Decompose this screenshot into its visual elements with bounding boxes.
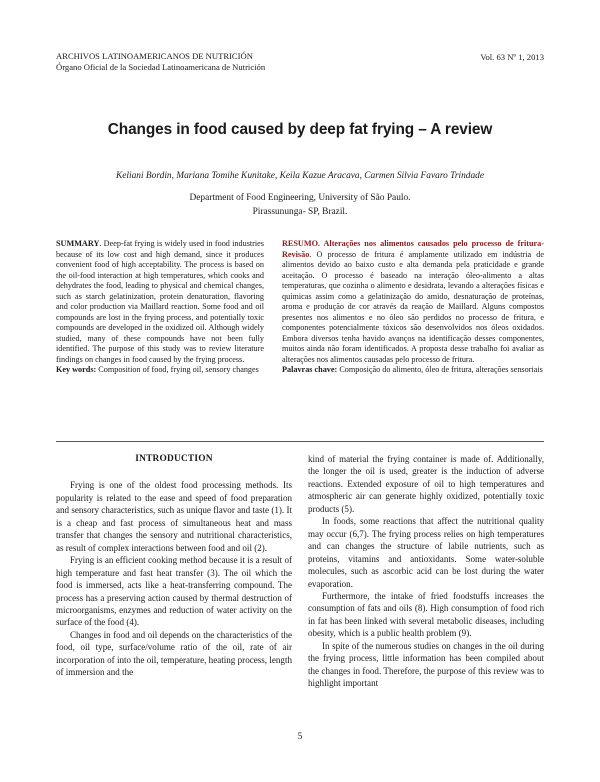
- body-right-column: [308, 453, 544, 690]
- paragraph: In spite of the numerous studies on changes in the oil during the frying process, little information has been compiled about the changes in food. Therefore, the purpose of this review was to highlight important: [308, 640, 544, 689]
- resumo-abstract: [282, 239, 544, 376]
- paragraph: Changes in food and oil depends on the characteristics of the food, oil type, surface/volume ratio of the oil, rate of air incorporation of into the oil, temperature, heating process, length of immersion and the: [56, 629, 292, 678]
- journal-name: ARCHIVOS LATINOAMERICANOS DE NUTRICIÓN: [56, 51, 253, 61]
- introduction-heading: INTRODUCTION: [135, 454, 213, 464]
- summary-text: . Deep-fat frying is widely used in food industries because of its low cost and high demand, since it produces convenient food of high acceptability. The process is based on the oil-food interaction at high temperatures, which cooks and dehydrates the food, leading to physical and chemical changes, such as starch gelatinization, protein denaturation, flavoring and color production via Maillard reaction. Some food and oil compounds are lost in the frying process, and potentially toxic compounds are developed in the oxidized oil. Although widely studied, many of these compounds have not been fully identified. The purpose of this study was to review literature findings on changes in food caused by the frying process.: [56, 239, 264, 364]
- paragraph: kind of material the frying container is made of. Additionally, the longer the oil is used, greater is the induction of adverse reactions. Extended exposure of oil to high temperatures and atmospheric air can generate highly oxidized, potentially toxic products (5).: [308, 454, 544, 514]
- affiliation-line-2: Pirassununga- SP, Brazil.: [252, 207, 348, 217]
- summary-label: SUMMARY: [56, 239, 100, 248]
- summary-abstract: [56, 239, 264, 376]
- keywords-label: Key words:: [56, 365, 97, 374]
- paragraph: In foods, some reactions that affect the nutritional quality may occur (6,7). The frying process relies on high temperatures and can changes the structure of labile nutrients, such as proteins, vitamins and antioxidants. Some water-soluble molecules, such as ascorbic acid can be lost during the water evaporation.: [308, 516, 544, 589]
- paragraph: Frying is an efficient cooking method because it is a result of high temperature and fast heat transfer (3). The oil which the food is immersed, acts like a heat-transferring compound. The process has a preserving action caused by thermal destruction of microorganisms, enzymes and reduction of water activity on the surface of the food (4).: [56, 555, 292, 628]
- page-number: 5: [297, 732, 303, 742]
- journal-subtitle: Órgano Oficial de la Sociedad Latinoamericana de Nutrición: [56, 62, 266, 72]
- resumo-text: . O processo de fritura é amplamente utilizado em indústria de alimentos devido ao baixo custo e alta demanda pela praticidade e grande aceitação. O processo é baseado na interação óleo-alimento a altas temperaturas, que cozinha o alimento e desidrata, levando a alterações físicas e químicas assim como a gelatinização do amido, desnaturação de proteínas, aroma e produção de cor através da reação de Maillard. Alguns compostos presentes nos alimentos e no óleo são perdidos no processo de fritura, e componentes potencialmente tóxicos são desenvolvidos nos óleos oxidados. Embora diversos tenha havido avanços na identificação desses componentes, muitos ainda não foram identificados. A proposta desse trabalho foi avaliar as alterações nos alimentos causadas pelo processo de fritura.: [282, 249, 544, 364]
- body-left-column: [56, 453, 292, 679]
- volume-info: Vol. 63 Nº 1, 2013: [480, 52, 544, 62]
- resumo-label: RESUMO. Alterações nos alimentos causados pelo processo de fritura- Revisão: [282, 239, 544, 259]
- palavras-chave-label: Palavras chave:: [282, 365, 338, 374]
- paragraph: Furthermore, the intake of fried foodstuffs increases the consumption of fats and oils (8). High consumption of food rich in fat has been linked with several metabolic diseases, including obesity, which is a public health problem (9).: [308, 590, 544, 639]
- article-title: Changes in food caused by deep fat frying – A review: [107, 121, 493, 138]
- section-divider: [56, 441, 544, 442]
- affiliation-line-1: Department of Food Engineering, University of São Paulo.: [189, 193, 411, 203]
- paragraph: Frying is one of the oldest food processing methods. Its popularity is related to the ease and speed of food preparation and sensory characteristics, such as unique flavor and taste (1). It is a cheap and fast process of simultaneous heat and mass transfer that changes the sensory and nutritional characteristics, as result of complex interactions between food and oil (2).: [56, 480, 292, 553]
- authors: Keliani Bordin, Mariana Tomihe Kunitake, Keila Kazue Aracava, Carmen Silvia Favaro Trindade: [115, 171, 485, 181]
- keywords-text: Composition of food, frying oil, sensory changes: [96, 365, 259, 374]
- palavras-chave-text: Composição do alimento, óleo de fritura, alterações sensoriais: [337, 365, 543, 374]
